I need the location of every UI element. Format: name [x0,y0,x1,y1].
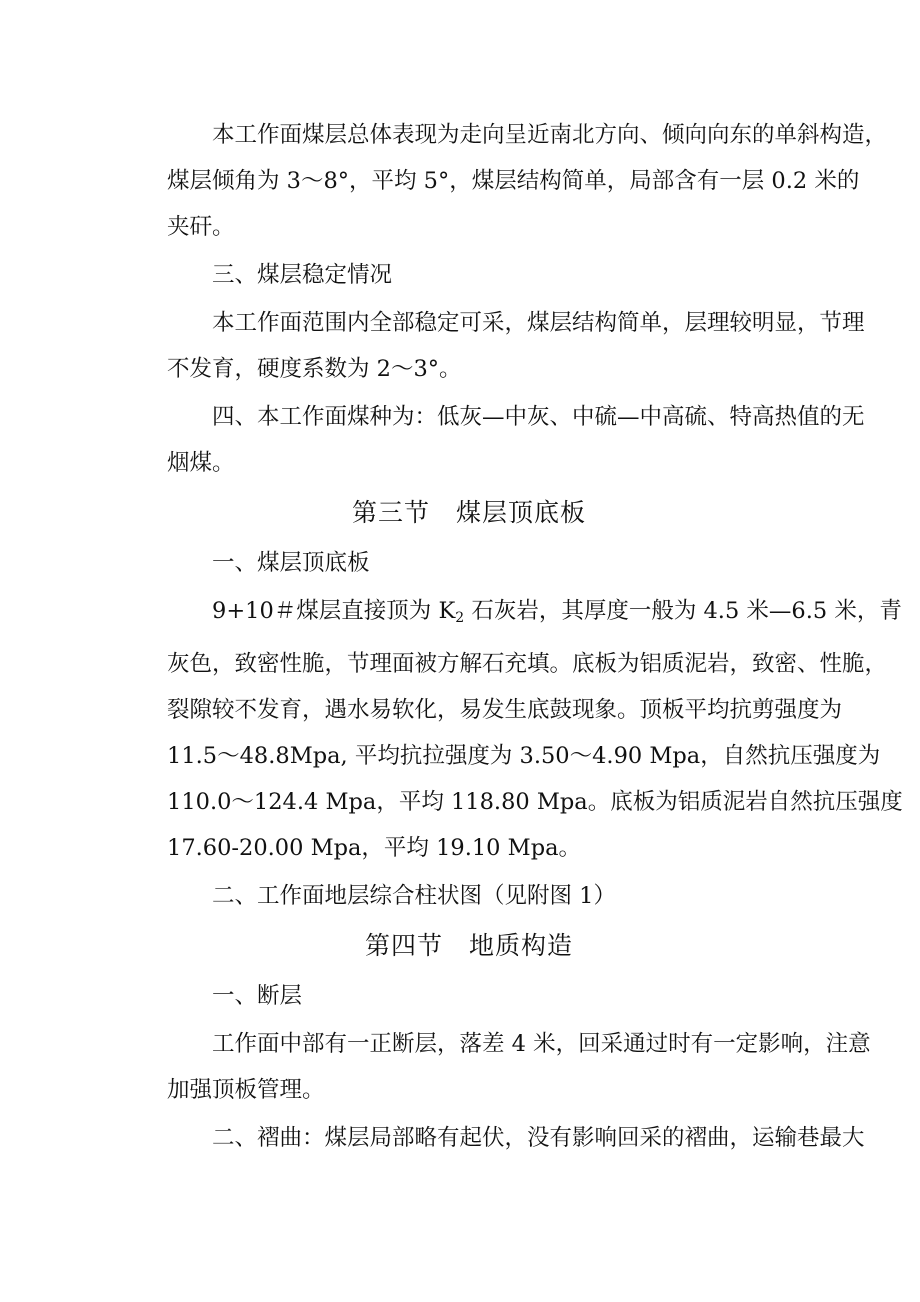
page-content [122,112,903,1163]
text-run: 石灰岩，其厚度一般为 4.5 米—6.5 米，青 [464,598,902,624]
text-line: 四、本工作面煤种为：低灰—中灰、中硫—中高硫、特高热值的无 [212,404,865,430]
section-title-geology: 第四节 地质构造 [364,931,573,960]
paragraph-stability [122,300,865,392]
text-line: 二、工作面地层综合柱状图（见附图 1） [212,883,616,909]
section-title-roof-floor: 第三节 煤层顶底板 [351,498,586,527]
text-line: 煤层倾角为 3～8°，平均 5°，煤层结构简单，局部含有一层 0.2 米的 [167,168,860,194]
paragraph-roof-floor [122,588,903,871]
text-line [122,588,902,641]
paragraph-fold [122,1115,865,1161]
text-line: 夹矸。 [167,214,235,240]
text-line: 裂隙较不发育，遇水易软化，易发生底鼓现象。顶板平均抗剪强度为 [167,697,843,723]
subheading-stability [122,252,816,298]
text-line: 不发育，硬度系数为 2～3°。 [167,356,462,382]
text-line: 二、褶曲：煤层局部略有起伏，没有影响回采的褶曲，运输巷最大 [212,1125,865,1151]
paragraph-structure [122,112,888,250]
text-line: 加强顶板管理。 [167,1077,325,1103]
text-line: 本工作面煤层总体表现为走向呈近南北方向、倾向向东的单斜构造， [212,122,888,148]
paragraph-coal-type [122,394,865,486]
text-line: 一、断层 [212,983,303,1009]
subheading-fault [122,973,816,1019]
paragraph-fault [122,1021,871,1113]
text-line: 11.5～48.8Mpa, 平均抗拉强度为 3.50～4.90 Mpa，自然抗压强度为 [167,743,881,769]
text-line: 工作面中部有一正断层，落差 4 米，回采通过时有一定影响，注意 [212,1031,871,1057]
subscript: 2 [455,610,465,626]
text-line: 本工作面范围内全部稳定可采，煤层结构简单，层理较明显，节理 [212,310,865,336]
text-line: 灰色，致密性脆，节理面被方解石充填。底板为铝质泥岩，致密、性脆， [167,651,888,677]
subheading-column-chart [122,873,816,919]
text-line: 一、煤层顶底板 [212,550,370,576]
text-run: 9+10＃煤层直接顶为 K [212,598,456,624]
text-line: 烟煤。 [167,450,235,476]
subheading-roof-floor [122,540,816,586]
text-line: 110.0～124.4 Mpa，平均 118.80 Mpa。底板为铝质泥岩自然抗压强度 [167,789,903,815]
text-line: 17.60-20.00 Mpa，平均 19.10 Mpa。 [167,835,582,861]
text-line: 三、煤层稳定情况 [212,262,393,288]
